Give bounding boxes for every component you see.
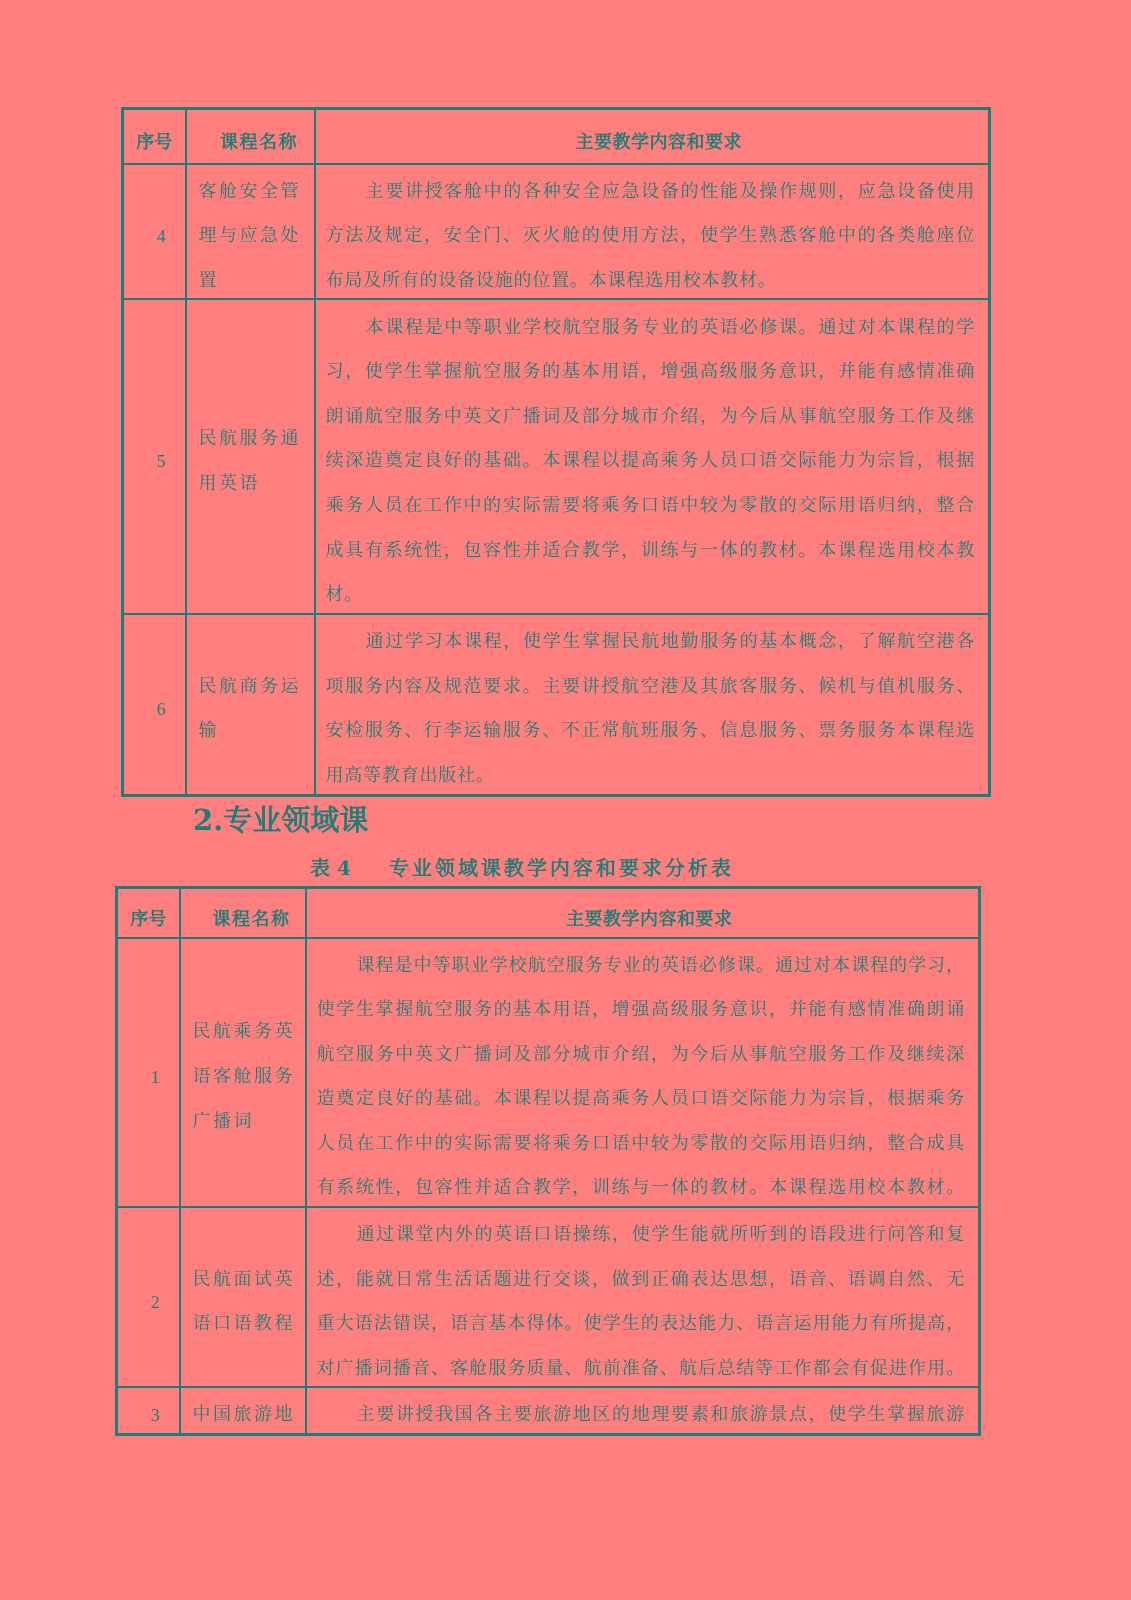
header-number: 序号 bbox=[136, 132, 173, 154]
content-line: 造奠定良好的基础。本课程以提高乘务人员口语交际能力为宗旨，根据乘务 bbox=[316, 1088, 965, 1110]
content-line: 主要讲授客舱中的各种安全应急设备的性能及操作规则，应急设备使用 bbox=[365, 180, 975, 202]
course-content-cell bbox=[306, 1387, 980, 1434]
content-line: 使学生掌握航空服务的基本用语，增强高级服务意识，并能有感情准确朗诵 bbox=[316, 999, 965, 1021]
course-name-cell bbox=[186, 164, 315, 300]
course-content-cell bbox=[315, 614, 990, 795]
course-content-cell bbox=[306, 1207, 980, 1387]
content-line: 航空服务中英文广播词及部分城市介绍，为今后从事航空服务工作及继续深 bbox=[316, 1043, 965, 1065]
row-number-cell bbox=[117, 938, 180, 1208]
table-row bbox=[117, 1207, 980, 1387]
row-number: 3 bbox=[150, 1405, 160, 1426]
content-line: 通过学习本课程，使学生掌握民航地勤服务的基本概念，了解航空港各 bbox=[365, 631, 975, 653]
course-name-cell bbox=[180, 1207, 306, 1387]
content-line: 有系统性，包容性并适合教学，训练与一体的教材。本课程选用校本教材。 bbox=[316, 1177, 965, 1199]
course-name-line: 广播词 bbox=[192, 1110, 254, 1132]
row-number: 4 bbox=[156, 225, 166, 246]
professional-field-course-table bbox=[115, 886, 981, 1436]
header-number: 序号 bbox=[130, 908, 167, 930]
table-caption bbox=[310, 855, 734, 881]
content-line: 材。 bbox=[325, 584, 364, 606]
header-course-name-cell bbox=[180, 888, 306, 938]
row-number: 6 bbox=[156, 698, 166, 719]
content-line: 对广播词播音、客舱服务质量、航前准备、航后总结等工作都会有促进作用。 bbox=[316, 1357, 965, 1379]
content-line: 课程是中等职业学校航空服务专业的英语必修课。通过对本课程的学习， bbox=[356, 954, 965, 976]
header-course-name-cell bbox=[186, 109, 315, 164]
header-course-name: 课程名称 bbox=[212, 908, 291, 930]
course-name-line: 语客舱服务 bbox=[192, 1065, 295, 1087]
content-line: 安检服务、行李运输服务、不正常航班服务、信息服务、票务服务本课程选 bbox=[325, 720, 975, 742]
row-number-cell bbox=[117, 1207, 180, 1387]
table-header-row bbox=[117, 888, 980, 938]
content-line: 布局及所有的设备设施的位置。本课程选用校本教材。 bbox=[325, 269, 777, 291]
section-heading: 2.专业领域课 bbox=[193, 803, 369, 837]
content-line: 方法及规定，安全门、灭火舱的使用方法，使学生熟悉客舱中的各类舱座位 bbox=[325, 225, 975, 247]
table-header-row bbox=[123, 109, 990, 164]
content-line: 项服务内容及规范要求。主要讲授航空港及其旅客服务、候机与值机服务、 bbox=[325, 675, 975, 697]
row-number-cell bbox=[123, 299, 186, 614]
header-content: 主要教学内容和要求 bbox=[566, 908, 733, 930]
table-row bbox=[123, 164, 990, 300]
course-content-cell bbox=[306, 938, 980, 1208]
content-line: 主要讲授我国各主要旅游地区的地理要素和旅游景点，使学生掌握旅游 bbox=[356, 1404, 965, 1426]
course-name-line: 民航乘务英 bbox=[192, 1021, 295, 1043]
row-number: 1 bbox=[150, 1066, 160, 1087]
content-line: 通过课堂内外的英语口语操练，使学生能就所听到的语段进行问答和复 bbox=[356, 1224, 965, 1246]
row-number-cell bbox=[123, 614, 186, 795]
row-number-cell bbox=[117, 1387, 180, 1434]
course-name-line: 理与应急处 bbox=[198, 225, 301, 247]
course-name-line: 语口语教程 bbox=[192, 1313, 295, 1335]
row-number-cell bbox=[123, 164, 186, 300]
content-line: 人员在工作中的实际需要将乘务口语中较为零散的交际用语归纳，整合成具 bbox=[316, 1132, 965, 1154]
course-name-line: 中国旅游地 bbox=[192, 1404, 295, 1426]
content-line: 成具有系统性，包容性并适合教学，训练与一体的教材。本课程选用校本教 bbox=[325, 539, 975, 561]
course-name-line: 民航服务通 bbox=[198, 428, 301, 450]
course-name-cell bbox=[180, 1387, 306, 1434]
header-course-name: 课程名称 bbox=[220, 132, 298, 154]
course-name-cell bbox=[186, 299, 315, 614]
header-number-cell bbox=[123, 109, 186, 164]
table-row bbox=[117, 938, 980, 1208]
header-content-cell bbox=[306, 888, 980, 938]
course-name-line: 置 bbox=[198, 269, 219, 291]
header-content-cell bbox=[315, 109, 990, 164]
table-row bbox=[123, 614, 990, 795]
content-line: 述，能就日常生活话题进行交谈，做到正确表达思想，语音、语调自然、无 bbox=[316, 1268, 965, 1290]
content-line: 用高等教育出版社。 bbox=[325, 765, 495, 787]
course-name-line: 民航商务运 bbox=[198, 675, 301, 697]
row-number: 2 bbox=[150, 1291, 160, 1312]
course-content-cell bbox=[315, 299, 990, 614]
course-name-line: 用英语 bbox=[198, 472, 260, 494]
content-line: 朗诵航空服务中英文广播词及部分城市介绍，为今后从事航空服务工作及继 bbox=[325, 405, 975, 427]
header-number-cell bbox=[117, 888, 180, 938]
table-caption-label: 表 4 bbox=[310, 856, 351, 880]
row-number: 5 bbox=[156, 451, 166, 472]
table-row bbox=[123, 299, 990, 614]
course-content-cell bbox=[315, 164, 990, 300]
course-name-cell bbox=[180, 938, 306, 1208]
content-line: 重大语法错误，语言基本得体。使学生的表达能力、语言运用能力有所提高， bbox=[316, 1313, 965, 1335]
course-name-line: 民航面试英 bbox=[192, 1268, 295, 1290]
course-name-line: 输 bbox=[198, 720, 219, 742]
content-line: 续深造奠定良好的基础。本课程以提高乘务人员口语交际能力为宗旨，根据 bbox=[325, 450, 975, 472]
table-caption-title: 专业领域课教学内容和要求分析表 bbox=[388, 856, 734, 880]
content-line: 本课程是中等职业学校航空服务专业的英语必修课。通过对本课程的学 bbox=[365, 316, 975, 338]
table-row bbox=[117, 1387, 980, 1434]
course-name-line: 客舱安全管 bbox=[198, 180, 301, 202]
header-content: 主要教学内容和要求 bbox=[575, 132, 742, 154]
content-line: 乘务人员在工作中的实际需要将乘务口语中较为零散的交际用语归纳，整合 bbox=[325, 495, 975, 517]
course-table-continued bbox=[121, 107, 991, 797]
content-line: 习，使学生掌握航空服务的基本用语，增强高级服务意识，并能有感情准确 bbox=[325, 361, 975, 383]
course-name-cell bbox=[186, 614, 315, 795]
